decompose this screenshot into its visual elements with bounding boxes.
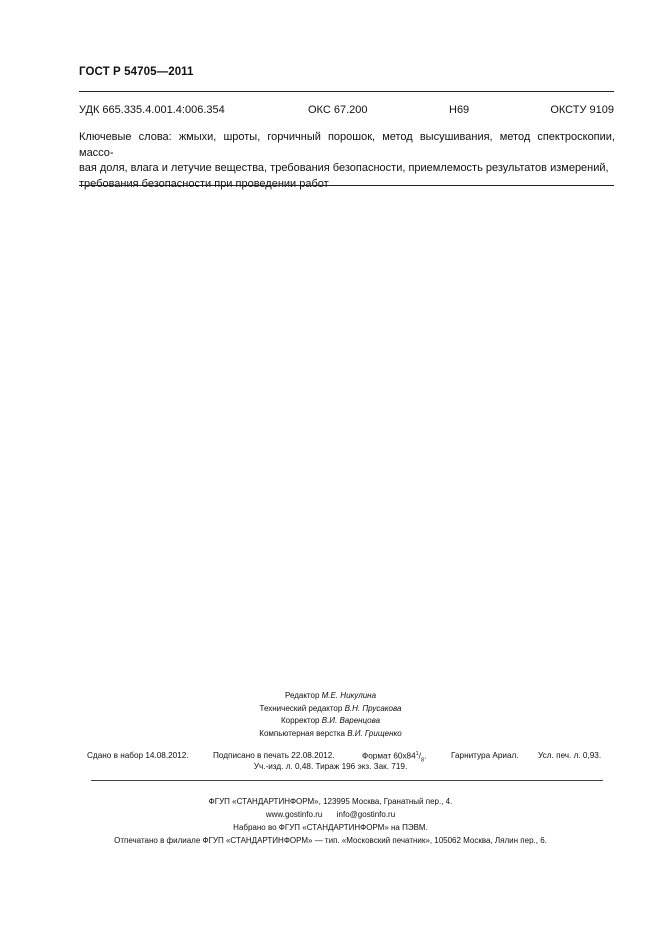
udk-code: УДК 665.335.4.001.4:006.354 bbox=[79, 104, 225, 116]
keywords-line: требования безопасности при проведении работ bbox=[79, 177, 329, 190]
credit-line bbox=[0, 690, 661, 703]
publisher-typeset: Набрано во ФГУП «СТАНДАРТИНФОРМ» на ПЭВМ. bbox=[233, 823, 428, 832]
document-title: ГОСТ Р 54705—2011 bbox=[79, 66, 194, 78]
credit-person: В.Н. Прусакова bbox=[344, 703, 402, 713]
credit-line bbox=[0, 715, 661, 728]
publisher-address: ФГУП «СТАНДАРТИНФОРМ», 123995 Москва, Гранатный пер., 4. bbox=[208, 797, 453, 806]
oks-code: ОКС 67.200 bbox=[308, 104, 368, 116]
imprint-typeface: Гарнитура Ариал. bbox=[451, 751, 519, 760]
credit-role: Технический редактор bbox=[259, 703, 343, 713]
imprint-format: Формат $60х84^1/_8$. bbox=[362, 751, 427, 764]
credit-line bbox=[0, 703, 661, 716]
publisher-contacts bbox=[0, 808, 661, 821]
credit-role: Редактор bbox=[284, 691, 320, 700]
keywords-block bbox=[79, 130, 615, 192]
okstu-code: ОКСТУ 9109 bbox=[550, 104, 614, 116]
group-code: Н69 bbox=[449, 104, 470, 116]
credit-role: Корректор bbox=[280, 716, 320, 725]
publisher-email: info@gostinfo.ru bbox=[336, 810, 396, 819]
credit-role: Компьютерная верстка bbox=[259, 728, 345, 738]
imprint-line-2: Уч.-изд. л. 0,48. Тираж 196 экз. Зак. 719. bbox=[253, 762, 408, 771]
credit-person: М.Е. Никулина bbox=[321, 691, 377, 700]
publisher-block bbox=[0, 795, 661, 847]
imprint-print-sheets: Усл. печ. л. 0,93. bbox=[538, 751, 602, 760]
imprint-separator bbox=[91, 780, 603, 781]
publisher-printed: Отпечатано в филиале ФГУП «СТАНДАРТИНФОРМ» — тип. «Московский печатник», 105062 Москва, Лялин пер., 6. bbox=[114, 836, 547, 845]
keywords-line: Ключевые слова: жмыхи, шроты, горчичный порошок, метод высушивания, метод спектроскопии, массо- bbox=[79, 131, 615, 159]
credit-person: В.И. Грищенко bbox=[347, 728, 402, 738]
imprint-submitted: Сдано в набор 14.08.2012. bbox=[87, 751, 189, 760]
imprint-signed: Подписано в печать 22.08.2012. bbox=[213, 751, 335, 760]
credit-person: В.И. Варенцова bbox=[321, 716, 381, 725]
header-rule bbox=[79, 91, 614, 92]
credit-line bbox=[0, 728, 661, 741]
keywords-line: вая доля, влага и летучие вещества, требования безопасности, приемлемость результатов измерений, bbox=[79, 162, 609, 174]
editorial-credits bbox=[0, 690, 661, 740]
classification-row bbox=[79, 104, 614, 118]
publisher-website: www.gostinfo.ru bbox=[265, 810, 323, 819]
keywords-rule bbox=[79, 185, 614, 186]
